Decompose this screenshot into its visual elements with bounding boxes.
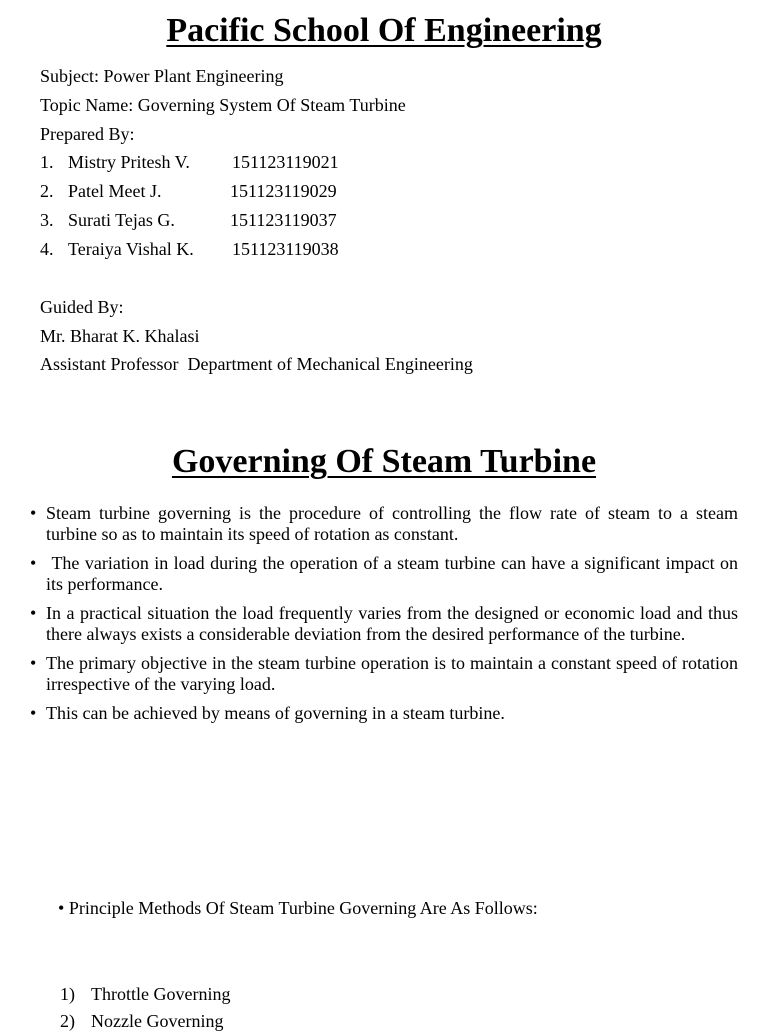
bullet-icon: • [30, 603, 37, 623]
methods-intro [58, 897, 538, 919]
section-title: Governing Of Steam Turbine [171, 443, 597, 480]
member-id: 151123119038 [232, 239, 339, 259]
member-id: 151123119029 [230, 181, 337, 201]
method-number: 1) [60, 984, 75, 1004]
method-number: 2) [60, 1011, 75, 1031]
member-name: Surati Tejas G. [68, 210, 175, 230]
bullet-text: In a practical situation the load frequently varies from the designed or economic load and thus there always exists a considerable deviation from the desired performance of the turbine. [46, 603, 738, 644]
topic-line: Topic Name: Governing System Of Steam Turbine [40, 95, 406, 115]
member-id: 151123119021 [232, 152, 339, 172]
method-name: Nozzle Governing [91, 1011, 224, 1031]
bullet-text: The variation in load during the operation of a steam turbine can have a significant impact on its performance. [46, 553, 743, 594]
list-item [30, 553, 743, 595]
bullet-text: Steam turbine governing is the procedure of controlling the flow rate of steam to a steam turbine so as to maintain its speed of rotation as constant. [46, 503, 738, 544]
guide-name: Mr. Bharat K. Khalasi [40, 326, 200, 346]
method-name: Throttle Governing [91, 984, 231, 1004]
bullet-icon: • [58, 898, 65, 918]
bullet-list [30, 503, 743, 732]
bullet-text: This can be achieved by means of governing in a steam turbine. [46, 703, 505, 723]
guide-title: Assistant Professor Department of Mechanical Engineering [40, 354, 473, 374]
bullet-text: The primary objective in the steam turbine operation is to maintain a constant speed of rotation irrespective of the varying load. [46, 653, 738, 694]
methods-intro-text: Principle Methods Of Steam Turbine Governing Are As Follows: [68, 898, 538, 918]
prepared-by-label: Prepared By: [40, 124, 135, 144]
member-number: 2. [40, 181, 54, 201]
member-name: Teraiya Vishal K. [68, 239, 194, 259]
bullet-icon: • [30, 653, 37, 673]
member-name: Patel Meet J. [68, 181, 162, 201]
guided-by-label: Guided By: [40, 297, 124, 317]
member-id: 151123119037 [230, 210, 337, 230]
member-name: Mistry Pritesh V. [68, 152, 190, 172]
list-item [30, 603, 738, 645]
list-item [30, 503, 738, 545]
bullet-icon: • [30, 553, 37, 573]
member-number: 3. [40, 210, 54, 230]
bullet-icon: • [30, 503, 37, 523]
member-number: 4. [40, 239, 54, 259]
page-title: Pacific School Of Engineering [166, 12, 602, 49]
member-number: 1. [40, 152, 54, 172]
list-item [30, 703, 738, 724]
subject-line: Subject: Power Plant Engineering [40, 66, 284, 86]
list-item [30, 653, 738, 695]
bullet-icon: • [30, 703, 37, 723]
